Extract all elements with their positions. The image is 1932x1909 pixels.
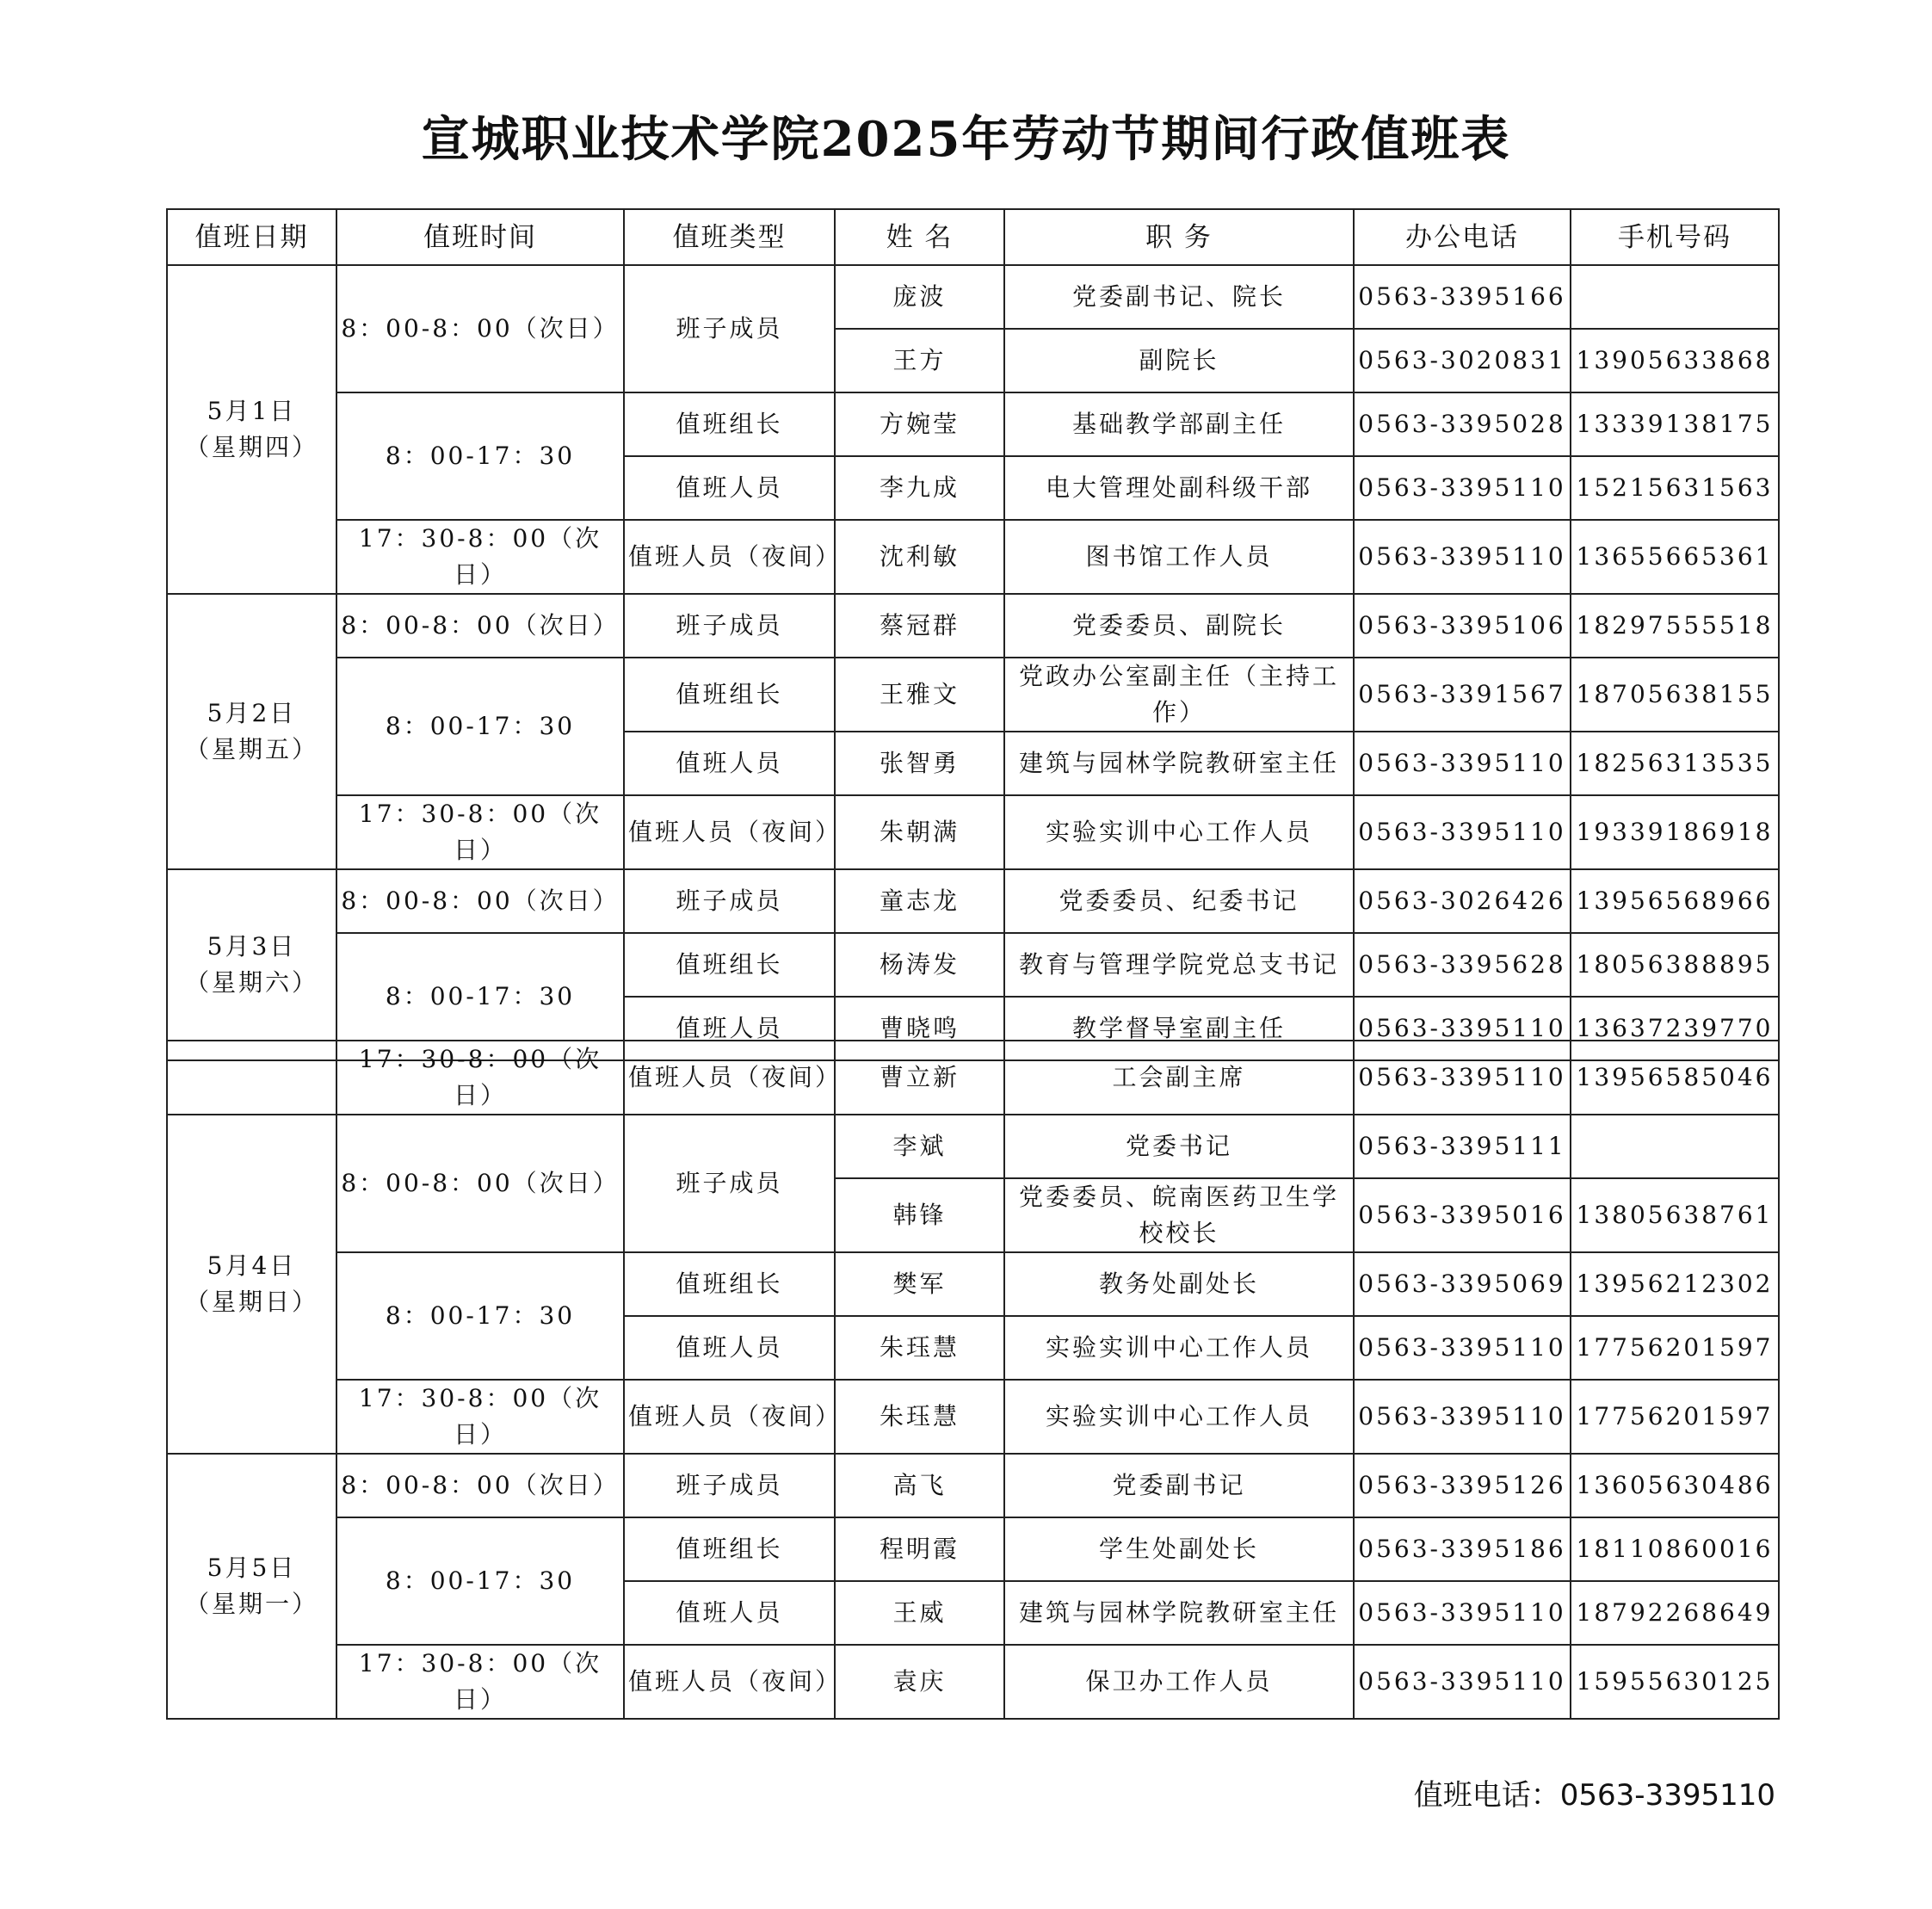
type-cell: 班子成员: [624, 1115, 835, 1252]
mobile-cell: 13637239770: [1571, 997, 1779, 1060]
office-phone-cell: 0563-3395110: [1354, 1380, 1571, 1454]
table-row: [167, 869, 1779, 933]
name-cell: 程明霞: [835, 1517, 1004, 1581]
position-cell: 建筑与园林学院教研室主任: [1004, 1581, 1354, 1645]
position-cell: 党委委员、纪委书记: [1004, 869, 1354, 933]
office-phone-cell: 0563-3395069: [1354, 1252, 1571, 1316]
table-row: [167, 1252, 1779, 1316]
type-cell: 值班组长: [624, 933, 835, 997]
office-phone-cell: 0563-3391567: [1354, 658, 1571, 732]
name-cell: 韩锋: [835, 1178, 1004, 1252]
mobile-cell: 13956585046: [1571, 1041, 1779, 1115]
position-cell: 实验实训中心工作人员: [1004, 795, 1354, 869]
duty-table: [166, 208, 1780, 1061]
name-cell: 王雅文: [835, 658, 1004, 732]
position-cell: 教学督导室副主任: [1004, 997, 1354, 1060]
header-name: 姓 名: [835, 209, 1004, 265]
type-cell: 值班组长: [624, 658, 835, 732]
weekday-text: （星期一）: [184, 1590, 318, 1618]
position-cell: 实验实训中心工作人员: [1004, 1316, 1354, 1380]
table-row: [167, 795, 1779, 869]
office-phone-cell: 0563-3020831: [1354, 329, 1571, 392]
date-text: 5月1日: [207, 397, 297, 425]
position-cell: 保卫办工作人员: [1004, 1645, 1354, 1719]
type-cell: 班子成员: [624, 869, 835, 933]
position-cell: 党政办公室副主任（主持工作）: [1004, 658, 1354, 732]
mobile-cell: 18792268649: [1571, 1581, 1779, 1645]
mobile-cell: 17756201597: [1571, 1380, 1779, 1454]
mobile-cell: 18110860016: [1571, 1517, 1779, 1581]
time-cell: 8：00-17：30: [336, 1252, 624, 1380]
name-cell: 蔡冠群: [835, 594, 1004, 658]
mobile-cell: 15215631563: [1571, 456, 1779, 520]
mobile-cell: 13339138175: [1571, 392, 1779, 456]
header-mobile: 手机号码: [1571, 209, 1779, 265]
position-cell: 学生处副处长: [1004, 1517, 1354, 1581]
position-cell: 基础教学部副主任: [1004, 392, 1354, 456]
table-row: [167, 1645, 1779, 1719]
mobile-cell: 18056388895: [1571, 933, 1779, 997]
type-cell: 值班人员（夜间）: [624, 1041, 835, 1115]
type-cell: 值班组长: [624, 1252, 835, 1316]
mobile-cell: 19339186918: [1571, 795, 1779, 869]
type-cell: 班子成员: [624, 1454, 835, 1517]
time-cell: 8：00-17：30: [336, 933, 624, 1060]
type-cell: 值班人员（夜间）: [624, 795, 835, 869]
date-cell: [167, 1041, 336, 1115]
position-cell: 工会副主席: [1004, 1041, 1354, 1115]
name-cell: 高飞: [835, 1454, 1004, 1517]
name-cell: 李九成: [835, 456, 1004, 520]
time-cell: 8：00-8：00（次日）: [336, 1454, 624, 1517]
weekday-text: （星期日）: [184, 1288, 318, 1316]
duty-table-continued: [166, 1040, 1780, 1720]
name-cell: 方婉莹: [835, 392, 1004, 456]
header-position: 职 务: [1004, 209, 1354, 265]
header-row: [167, 209, 1779, 265]
type-cell: 值班组长: [624, 392, 835, 456]
weekday-text: （星期四）: [184, 433, 318, 461]
name-cell: 曹晓鸣: [835, 997, 1004, 1060]
weekday-text: （星期六）: [184, 968, 318, 997]
mobile-cell: 13605630486: [1571, 1454, 1779, 1517]
name-cell: 王威: [835, 1581, 1004, 1645]
office-phone-cell: 0563-3395016: [1354, 1178, 1571, 1252]
time-cell: 8：00-17：30: [336, 1517, 624, 1645]
office-phone-cell: 0563-3395110: [1354, 1581, 1571, 1645]
date-text: 5月3日: [207, 932, 297, 961]
type-cell: 值班人员: [624, 997, 835, 1060]
name-cell: 朱朝满: [835, 795, 1004, 869]
header-date: 值班日期: [167, 209, 336, 265]
name-cell: 童志龙: [835, 869, 1004, 933]
table-row: [167, 1041, 1779, 1115]
position-cell: 党委副书记: [1004, 1454, 1354, 1517]
date-text: 5月5日: [207, 1554, 297, 1582]
position-cell: 建筑与园林学院教研室主任: [1004, 732, 1354, 795]
office-phone-cell: 0563-3395628: [1354, 933, 1571, 997]
time-cell: 8：00-17：30: [336, 392, 624, 520]
mobile-cell: 13805638761: [1571, 1178, 1779, 1252]
mobile-cell: 18705638155: [1571, 658, 1779, 732]
date-cell: [167, 594, 336, 869]
name-cell: 朱珏慧: [835, 1316, 1004, 1380]
office-phone-cell: 0563-3395110: [1354, 1316, 1571, 1380]
office-phone-cell: 0563-3395186: [1354, 1517, 1571, 1581]
name-cell: 曹立新: [835, 1041, 1004, 1115]
type-cell: 值班人员（夜间）: [624, 1380, 835, 1454]
date-cell: [167, 1454, 336, 1719]
office-phone-cell: 0563-3395110: [1354, 1041, 1571, 1115]
position-cell: 实验实训中心工作人员: [1004, 1380, 1354, 1454]
weekday-text: （星期五）: [184, 735, 318, 763]
name-cell: 沈利敏: [835, 520, 1004, 594]
table-row: [167, 1517, 1779, 1581]
date-text: 5月4日: [207, 1251, 297, 1280]
mobile-cell: 13905633868: [1571, 329, 1779, 392]
table-row: [167, 1380, 1779, 1454]
time-cell: 8：00-8：00（次日）: [336, 1115, 624, 1252]
name-cell: 张智勇: [835, 732, 1004, 795]
mobile-cell: 13655665361: [1571, 520, 1779, 594]
time-cell: 17：30-8：00（次日）: [336, 795, 624, 869]
type-cell: 值班人员（夜间）: [624, 520, 835, 594]
position-cell: 党委委员、副院长: [1004, 594, 1354, 658]
type-cell: 值班人员: [624, 732, 835, 795]
time-cell: 8：00-8：00（次日）: [336, 594, 624, 658]
type-cell: 值班人员: [624, 1316, 835, 1380]
type-cell: 值班组长: [624, 1517, 835, 1581]
table-row: [167, 520, 1779, 594]
position-cell: 教育与管理学院党总支书记: [1004, 933, 1354, 997]
office-phone-cell: 0563-3395110: [1354, 732, 1571, 795]
office-phone-cell: 0563-3395028: [1354, 392, 1571, 456]
table-row: [167, 392, 1779, 456]
mobile-cell: 17756201597: [1571, 1316, 1779, 1380]
time-cell: 8：00-8：00（次日）: [336, 869, 624, 933]
mobile-cell: 13956568966: [1571, 869, 1779, 933]
name-cell: 杨涛发: [835, 933, 1004, 997]
header-office-phone: 办公电话: [1354, 209, 1571, 265]
type-cell: 班子成员: [624, 594, 835, 658]
mobile-cell: 18297555518: [1571, 594, 1779, 658]
time-cell: 8：00-8：00（次日）: [336, 265, 624, 392]
time-cell: 8：00-17：30: [336, 658, 624, 795]
name-cell: 王方: [835, 329, 1004, 392]
table-row: [167, 933, 1779, 997]
table-row: [167, 265, 1779, 329]
position-cell: 党委书记: [1004, 1115, 1354, 1178]
position-cell: 图书馆工作人员: [1004, 520, 1354, 594]
duty-phone-footer: 值班电话：0563-3395110: [1413, 1778, 1775, 1813]
mobile-cell: 15955630125: [1571, 1645, 1779, 1719]
table-row: [167, 1454, 1779, 1517]
table-row: [167, 594, 1779, 658]
header-type: 值班类型: [624, 209, 835, 265]
office-phone-cell: 0563-3395110: [1354, 1645, 1571, 1719]
office-phone-cell: 0563-3395110: [1354, 997, 1571, 1060]
position-cell: 电大管理处副科级干部: [1004, 456, 1354, 520]
office-phone-cell: 0563-3395110: [1354, 795, 1571, 869]
office-phone-cell: 0563-3395111: [1354, 1115, 1571, 1178]
mobile-cell: [1571, 1115, 1779, 1178]
name-cell: 樊军: [835, 1252, 1004, 1316]
office-phone-cell: 0563-3395106: [1354, 594, 1571, 658]
type-cell: 班子成员: [624, 265, 835, 392]
position-cell: 党委委员、皖南医药卫生学校校长: [1004, 1178, 1354, 1252]
office-phone-cell: 0563-3395110: [1354, 520, 1571, 594]
name-cell: 朱珏慧: [835, 1380, 1004, 1454]
mobile-cell: 13956212302: [1571, 1252, 1779, 1316]
office-phone-cell: 0563-3026426: [1354, 869, 1571, 933]
position-cell: 党委副书记、院长: [1004, 265, 1354, 329]
name-cell: 袁庆: [835, 1645, 1004, 1719]
time-cell: 17：30-8：00（次日）: [336, 1041, 624, 1115]
date-cell: [167, 869, 336, 1060]
time-cell: 17：30-8：00（次日）: [336, 1645, 624, 1719]
page-title: 宣城职业技术学院2025年劳动节期间行政值班表: [421, 111, 1511, 168]
type-cell: 值班人员: [624, 456, 835, 520]
date-cell: [167, 265, 336, 594]
mobile-cell: 18256313535: [1571, 732, 1779, 795]
date-text: 5月2日: [207, 699, 297, 727]
table-row: [167, 1115, 1779, 1178]
position-cell: 教务处副处长: [1004, 1252, 1354, 1316]
office-phone-cell: 0563-3395110: [1354, 456, 1571, 520]
office-phone-cell: 0563-3395166: [1354, 265, 1571, 329]
header-time: 值班时间: [336, 209, 624, 265]
position-cell: 副院长: [1004, 329, 1354, 392]
office-phone-cell: 0563-3395126: [1354, 1454, 1571, 1517]
name-cell: 李斌: [835, 1115, 1004, 1178]
type-cell: 值班人员（夜间）: [624, 1645, 835, 1719]
name-cell: 庞波: [835, 265, 1004, 329]
type-cell: 值班人员: [624, 1581, 835, 1645]
time-cell: 17：30-8：00（次日）: [336, 1380, 624, 1454]
table-row: [167, 658, 1779, 732]
mobile-cell: [1571, 265, 1779, 329]
time-cell: 17：30-8：00（次日）: [336, 520, 624, 594]
date-cell: [167, 1115, 336, 1454]
